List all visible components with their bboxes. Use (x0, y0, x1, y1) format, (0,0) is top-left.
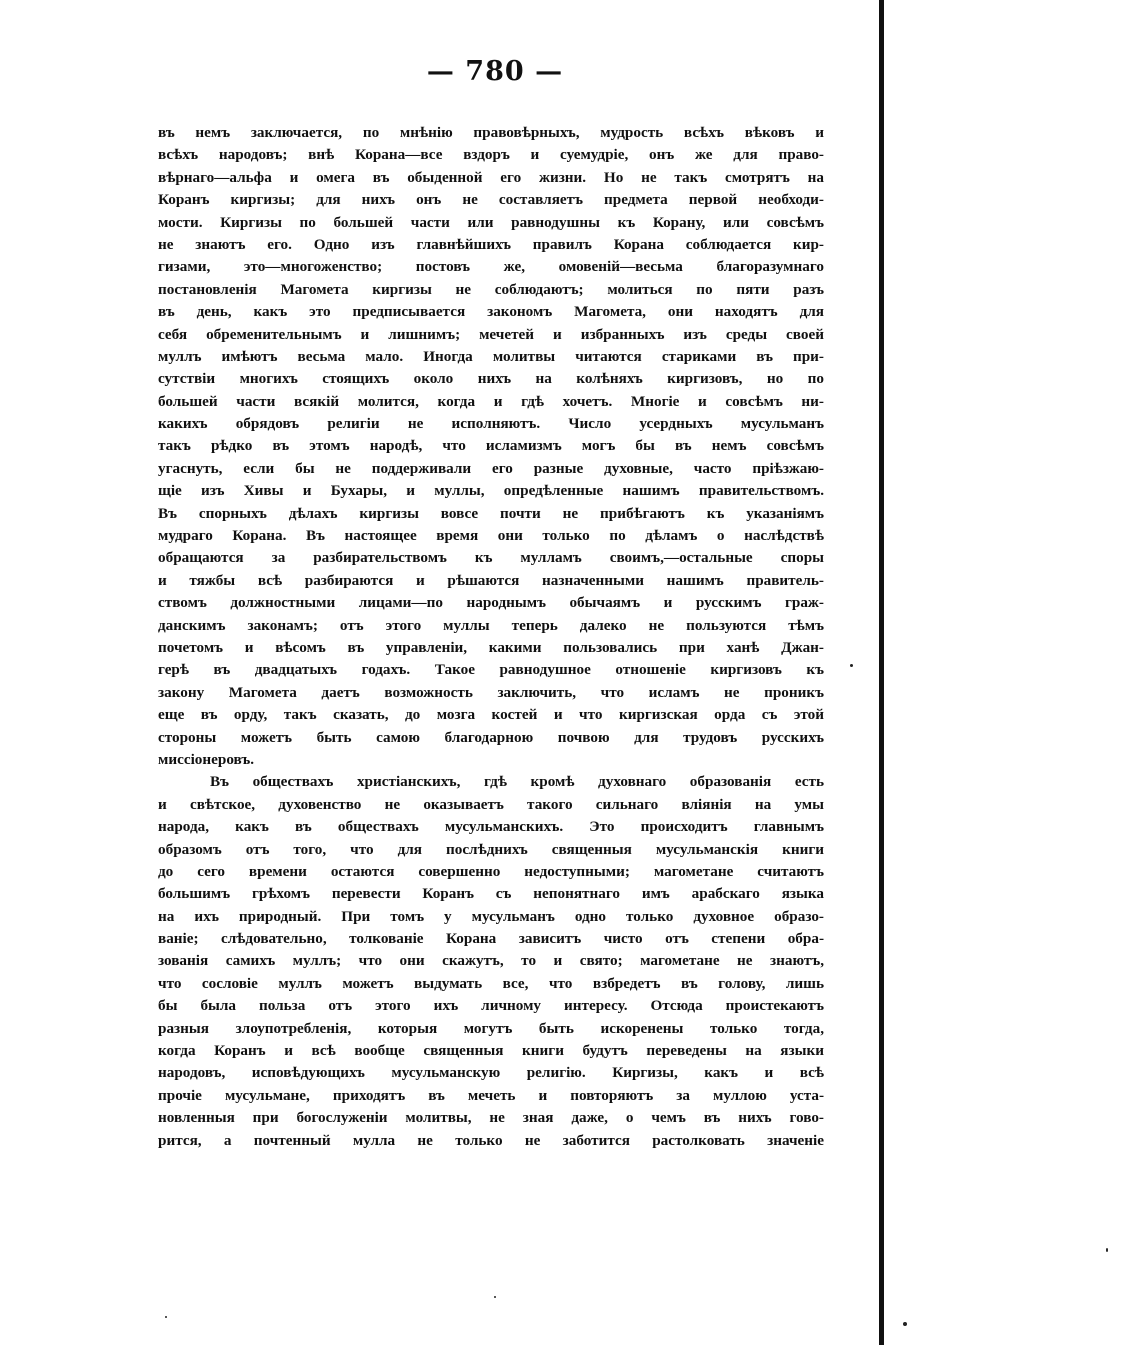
text-line: на ихъ природный. При томъ у мусульманъ одно только духовное образо- (158, 907, 824, 925)
page-number: — 780 — (426, 56, 564, 87)
text-line: еще въ орду, такъ сказать, до мозга костей и что киргизская орда съ этой (158, 706, 824, 724)
text-line: Въ обществахъ христіанскихъ, гдѣ кромѣ духовнаго образованія есть (210, 773, 824, 791)
text-line: муллъ имѣютъ весьма мало. Иногда молитвы читаются стариками въ при- (158, 347, 824, 365)
scan-speck (494, 1296, 496, 1298)
scan-speck (850, 664, 853, 667)
text-line: большей части всякій молится, когда и гдѣ хочетъ. Многіе и совсѣмъ ни- (158, 392, 824, 410)
text-line: ваніе; слѣдовательно, толкованіе Корана зависитъ чисто отъ степени обра- (158, 930, 824, 948)
text-line: герѣ въ двадцатыхъ годахъ. Такое равнодушное отношеніе киргизовъ къ (158, 661, 824, 679)
text-line: угаснуть, если бы не поддерживали его разные духовные, часто пріѣзжаю- (158, 459, 824, 477)
text-line: какихъ обрядовъ религіи не исполняютъ. Число усердныхъ мусульманъ (158, 415, 824, 433)
text-line: разныя злоупотребленія, которыя могутъ быть искоренены только тогда, (158, 1019, 824, 1037)
text-line: такъ рѣдко въ этомъ народѣ, что исламизмъ могъ бы въ немъ совсѣмъ (158, 437, 824, 455)
text-line: Коранъ киргизы; для нихъ онъ не составляетъ предмета первой необходи- (158, 191, 824, 209)
text-line: себя обременительнымъ и лишнимъ; мечетей и избранныхъ изъ среды своей (158, 325, 824, 343)
paragraph-2 (158, 771, 824, 1152)
text-line: когда Коранъ и всѣ вообще священныя книги будутъ переведены на языки (158, 1042, 824, 1060)
text-line: миссіонеровъ. (158, 750, 255, 768)
text-line: сутствіи многихъ стоящихъ около нихъ на колѣняхъ киргизовъ, но по (158, 370, 824, 388)
text-line: вѣрнаго—альфа и омега въ обыденной его жизни. Но не такъ смотрятъ на (158, 168, 824, 186)
text-line: ствомъ должностными лицами—по народнымъ обычаямъ и русскимъ граж- (158, 594, 824, 612)
text-line: мости. Киргизы по большей части или равнодушны къ Корану, или совсѣмъ (158, 213, 824, 231)
text-line: гизами, это—многоженство; постовъ же, омовеній—весьма благоразумнаго (158, 258, 824, 276)
text-line: народовъ, исповѣдующихъ мусульманскую религію. Киргизы, какъ и всѣ (158, 1064, 824, 1082)
text-line: что сословіе муллъ можетъ выдумать все, что взбредетъ въ голову, лишь (158, 974, 824, 992)
text-line: всѣхъ народовъ; внѣ Корана—все вздоръ и суемудріе, онъ же для право- (158, 146, 824, 164)
text-line: прочіе мусульмане, приходятъ въ мечеть и повторяютъ за муллою уста- (158, 1086, 824, 1104)
text-line: новленныя при богослуженіи молитвы, не зная даже, о чемъ въ нихъ гово- (158, 1109, 824, 1127)
text-line: и тяжбы всѣ разбираются и рѣшаются назначенными нашимъ правитель- (158, 571, 824, 589)
text-line: почетомъ и вѣсомъ въ управленіи, какими пользовались при ханѣ Джан- (158, 638, 824, 656)
text-line: образомъ отъ того, что для послѣднихъ священныя мусульманскія книги (158, 840, 824, 858)
text-line: постановленія Магомета киргизы не соблюдаютъ; молиться по пяти разъ (158, 280, 824, 298)
page-edge-rule (879, 0, 884, 1345)
text-line: въ день, какъ это предписывается закономъ Магомета, они находятъ для (158, 303, 824, 321)
text-line: народа, какъ въ обществахъ мусульманскихъ. Это происходитъ главнымъ (158, 818, 824, 836)
text-line: большимъ грѣхомъ перевести Коранъ съ непонятнаго имъ арабскаго языка (158, 885, 824, 903)
scan-speck (903, 1322, 907, 1326)
text-line: зованія самихъ муллъ; что они скажутъ, то и свято; магометане не знаютъ, (158, 952, 824, 970)
text-line: обращаются за разбирательствомъ къ мулламъ своимъ,—остальные споры (158, 549, 824, 567)
text-line: и свѣтское, духовенство не оказываетъ такого сильнаго вліянія на умы (158, 795, 824, 813)
paragraph-1 (158, 122, 824, 771)
scan-speck (1106, 1248, 1108, 1252)
text-line: до сего времени остаются совершенно недоступными; магометане считаютъ (158, 862, 824, 880)
text-line: Въ спорныхъ дѣлахъ киргизы вовсе почти не прибѣгаютъ къ указаніямъ (158, 504, 824, 522)
text-line: щіе изъ Хивы и Бухары, и муллы, опредѣленные нашимъ правительствомъ. (158, 482, 824, 500)
scan-speck (165, 1316, 167, 1318)
text-line: бы была польза отъ этого ихъ личному интересу. Отсюда проистекаютъ (158, 997, 824, 1015)
text-line: стороны можетъ быть самою благодарною почвою для трудовъ русскихъ (158, 728, 824, 746)
text-line: мудраго Корана. Въ настоящее время они только по дѣламъ о наслѣдствѣ (158, 527, 824, 545)
text-line: данскимъ законамъ; отъ этого муллы теперь далеко не пользуются тѣмъ (158, 616, 824, 634)
text-line: рится, а почтенный мулла не только не заботится растолковать значеніе (158, 1131, 824, 1149)
body-text (158, 122, 824, 1152)
text-line: закону Магомета даетъ возможность заключить, что исламъ не проникъ (158, 683, 824, 701)
text-line: въ немъ заключается, по мнѣнію правовѣрныхъ, мудрость всѣхъ вѣковъ и (158, 124, 824, 141)
text-line: не знаютъ его. Одно изъ главнѣйшихъ правилъ Корана соблюдается кир- (158, 235, 824, 253)
